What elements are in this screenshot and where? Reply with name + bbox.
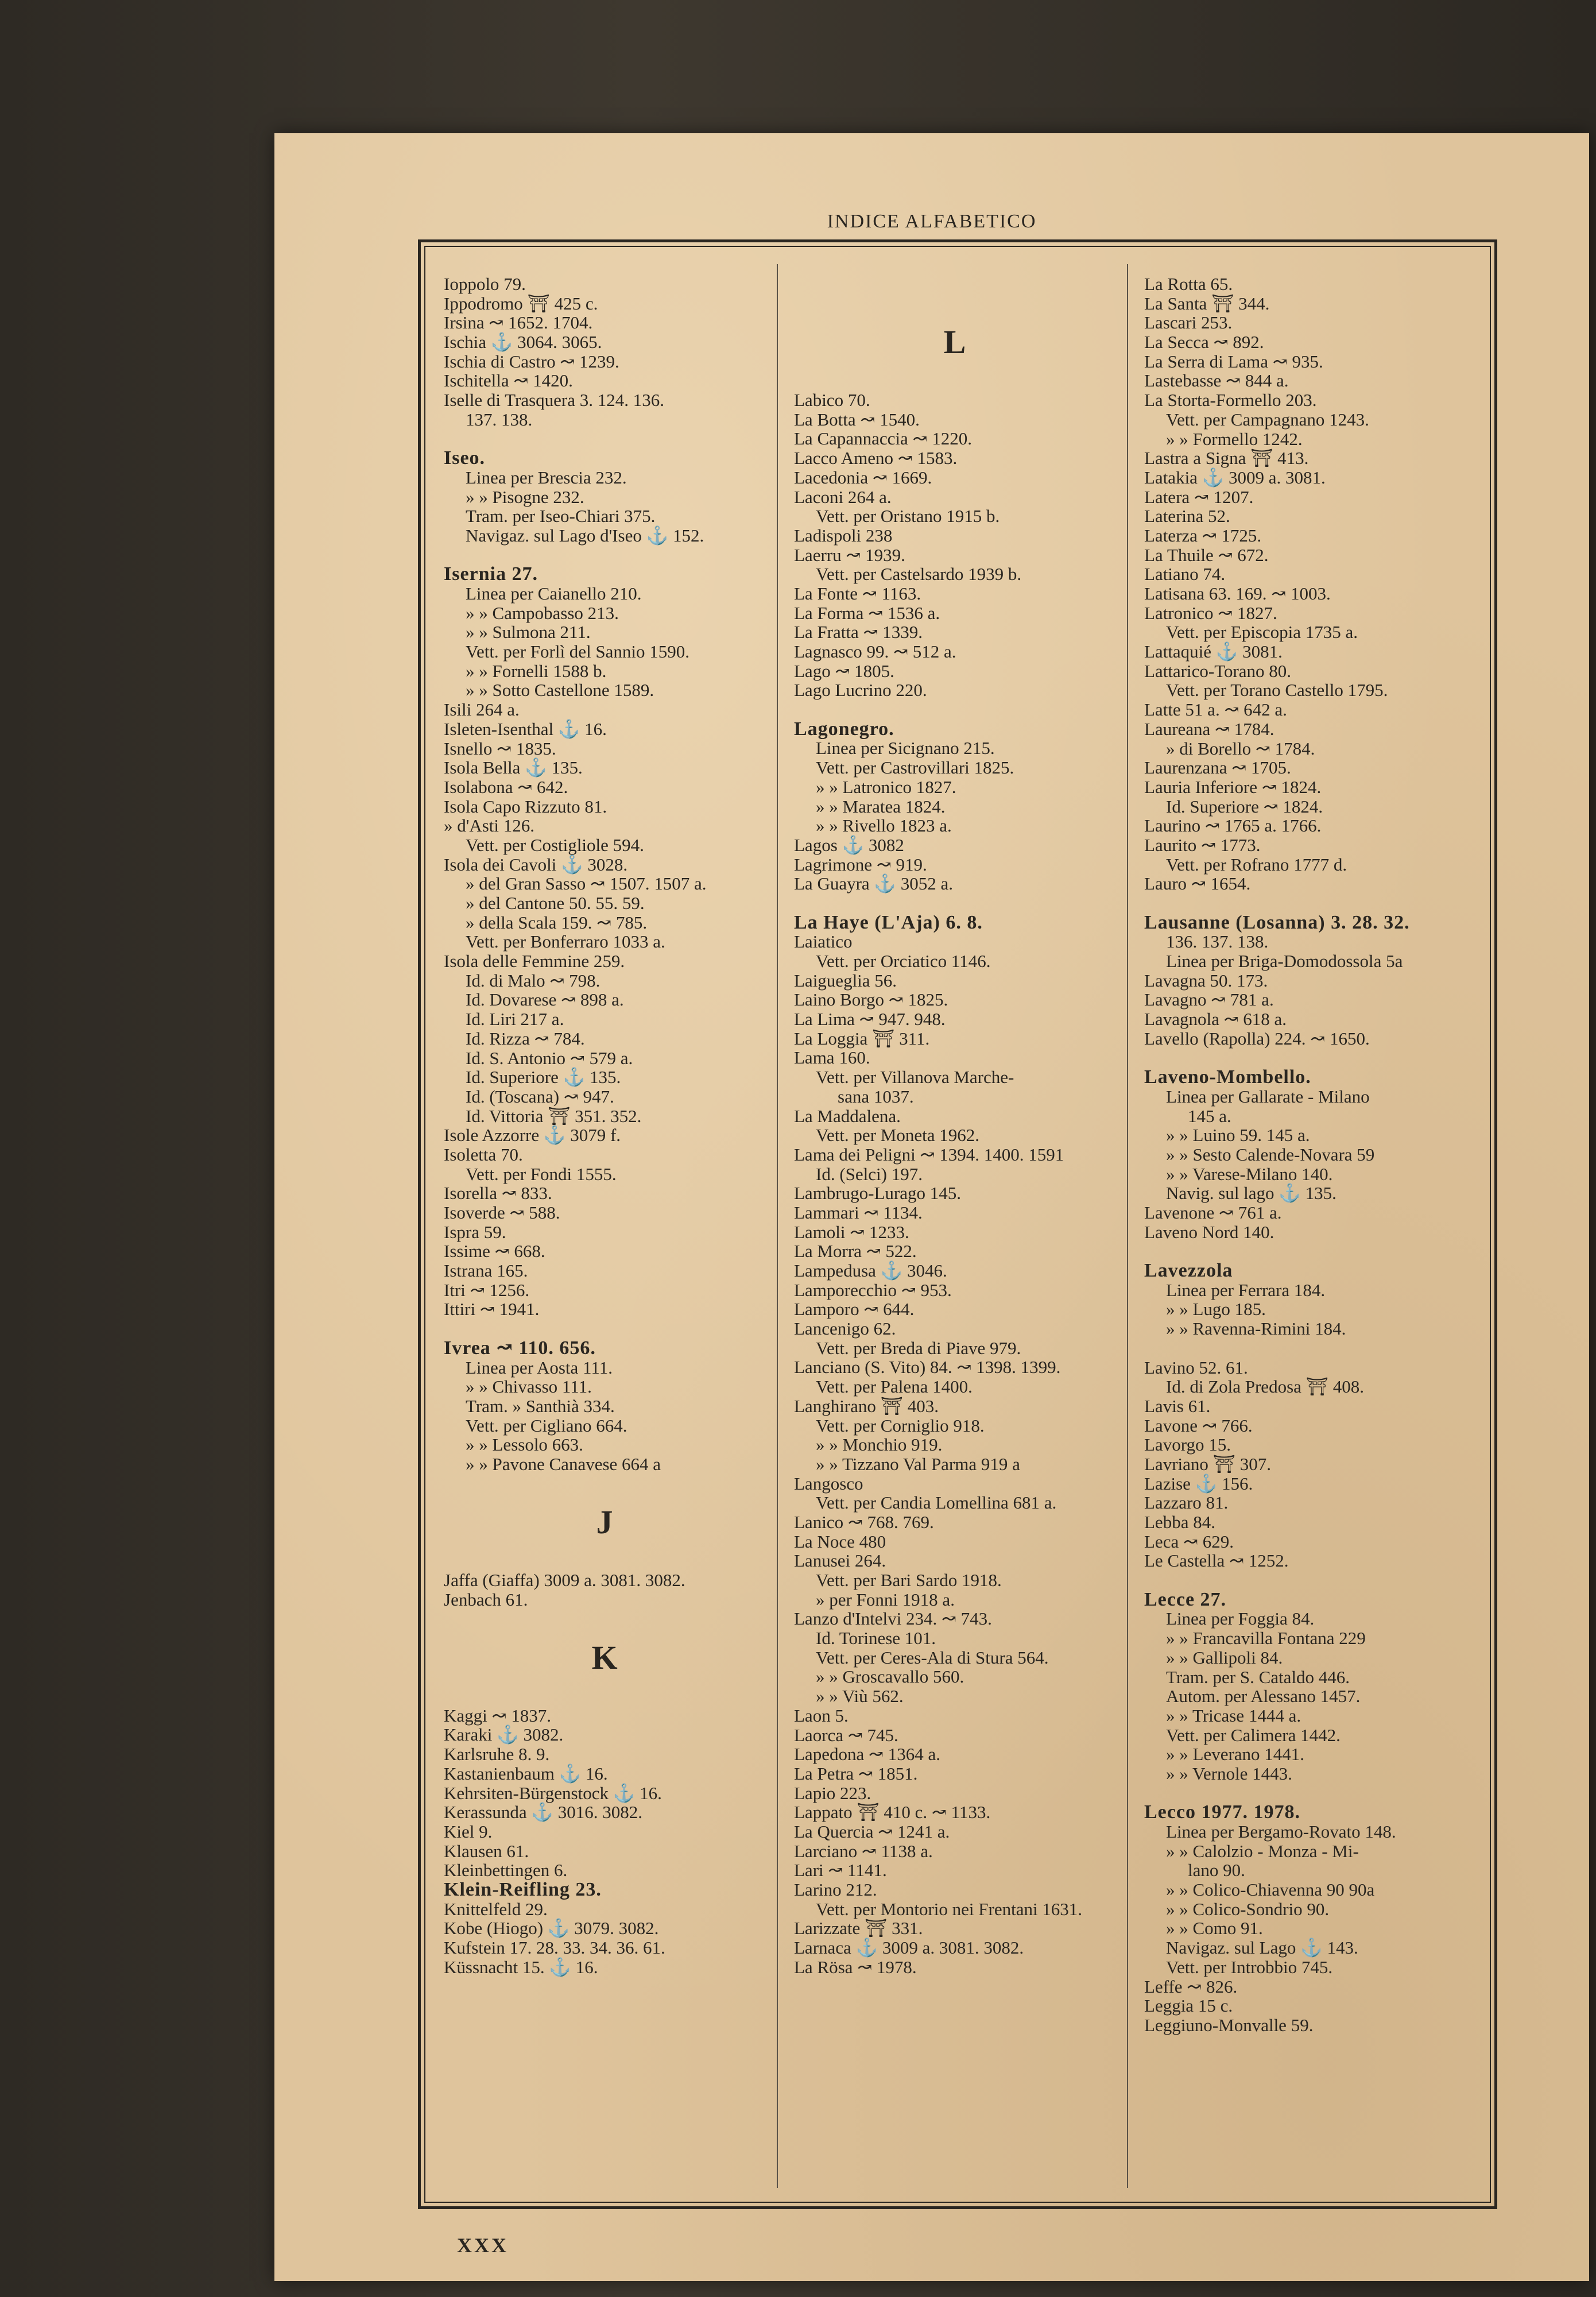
index-entry: Lago ↝ 1805. — [794, 660, 894, 681]
index-entry: Vett. per Candia Lomellina 681 a. — [816, 1492, 1057, 1513]
index-entry: Lama dei Peligni ↝ 1394. 1400. 1591 — [794, 1144, 1064, 1165]
index-entry: Langosco — [794, 1473, 863, 1494]
index-entry: » » Campobasso 213. — [466, 602, 619, 623]
index-entry: Lamporo ↝ 644. — [794, 1299, 915, 1320]
index-entry: Latera ↝ 1207. — [1144, 486, 1254, 507]
index-entry: Lancenigo 62. — [794, 1318, 896, 1339]
index-entry: Lavorgo 15. — [1144, 1434, 1231, 1455]
index-entry: » » Francavilla Fontana 229 — [1166, 1628, 1366, 1649]
index-entry: Vett. per Castelsardo 1939 b. — [816, 564, 1022, 585]
spacer — [794, 371, 1115, 390]
index-entry: » » Groscavallo 560. — [816, 1666, 964, 1687]
index-entry: La Botta ↝ 1540. — [794, 409, 920, 430]
index-entry: Laorca ↝ 745. — [794, 1724, 898, 1745]
index-entry: Id. Rizza ↝ 784. — [466, 1028, 585, 1049]
index-entry: Lacedonia ↝ 1669. — [794, 467, 932, 488]
page-sheet — [274, 133, 1589, 2281]
index-heading: Ivrea ↝ 110. 656. — [444, 1337, 596, 1359]
index-entry: Lazzaro 81. — [1144, 1492, 1229, 1513]
index-entry: Linea per Brescia 232. — [466, 467, 627, 488]
index-entry: Isole Azzorre ⚓ 3079 f. — [444, 1125, 621, 1146]
index-entry: Vett. per Episcopia 1735 a. — [1166, 622, 1358, 643]
index-entry: Lagos ⚓ 3082 — [794, 834, 904, 855]
index-entry: Laurino ↝ 1765 a. 1766. — [1144, 815, 1322, 836]
index-entry: Vett. per Bonferraro 1033 a. — [466, 931, 665, 952]
index-entry: Id. Vittoria ⛩ 351. 352. — [466, 1105, 642, 1126]
index-entry: » » Sulmona 211. — [466, 622, 591, 643]
index-entry: » » Sesto Calende-Novara 59 — [1166, 1144, 1375, 1165]
spacer — [1144, 1339, 1466, 1358]
index-entry: Lattaquié ⚓ 3081. — [1144, 641, 1283, 662]
index-entry: Vett. per Breda di Piave 979. — [816, 1337, 1021, 1358]
index-entry: Linea per Aosta 111. — [466, 1357, 613, 1378]
index-entry: Laconi 264 a. — [794, 486, 892, 507]
spacer — [1144, 1242, 1466, 1261]
index-entry: » » Chivasso 111. — [466, 1376, 592, 1397]
spacer — [444, 1687, 765, 1706]
index-entry: » » Pavone Canavese 664 a — [466, 1453, 661, 1474]
index-entry: » di Borello ↝ 1784. — [1166, 738, 1315, 759]
index-entry: Laino Borgo ↝ 1825. — [794, 989, 948, 1010]
index-entry: Linea per Foggia 84. — [1166, 1608, 1315, 1629]
index-entry: Leggiuno-Monvalle 59. — [1144, 2014, 1314, 2035]
index-entry: Larciano ↝ 1138 a. — [794, 1840, 933, 1861]
index-entry: » » Ravenna-Rimini 184. — [1166, 1318, 1346, 1339]
index-entry: Vett. per Introbbio 745. — [1166, 1956, 1333, 1977]
index-entry: La Serra di Lama ↝ 935. — [1144, 351, 1323, 372]
index-entry: Lapio 223. — [794, 1782, 871, 1803]
spacer — [794, 294, 1115, 314]
index-entry: Irsina ↝ 1652. 1704. — [444, 312, 593, 333]
index-entry: Lamporecchio ↝ 953. — [794, 1279, 952, 1300]
index-entry: Vett. per Ceres-Ala di Stura 564. — [816, 1647, 1049, 1668]
index-entry: Lauro ↝ 1654. — [1144, 873, 1251, 894]
spacer — [1144, 1049, 1466, 1068]
index-entry: » » Leverano 1441. — [1166, 1744, 1305, 1765]
index-entry: » » Formello 1242. — [1166, 428, 1303, 449]
index-entry: » » Sotto Castellone 1589. — [466, 680, 654, 701]
index-entry: Lebba 84. — [1144, 1512, 1215, 1532]
index-entry: Lavone ↝ 766. — [1144, 1415, 1253, 1436]
index-column-3 — [1144, 274, 1466, 2187]
index-entry: Leca ↝ 629. — [1144, 1531, 1234, 1552]
index-entry: Ischia di Castro ↝ 1239. — [444, 351, 619, 372]
section-letter: K — [591, 1639, 618, 1677]
index-heading: Lausanne (Losanna) 3. 28. 32. — [1144, 911, 1410, 933]
index-entry: Tram. » Santhià 334. — [466, 1395, 615, 1416]
index-entry: Linea per Briga-Domodossola 5a — [1166, 951, 1403, 972]
spacer — [444, 1319, 765, 1339]
index-entry: » » Rivello 1823 a. — [816, 815, 952, 836]
index-entry: Lanzo d'Intelvi 234. ↝ 743. — [794, 1608, 992, 1629]
spacer — [794, 274, 1115, 294]
index-entry: Lamoli ↝ 1233. — [794, 1221, 909, 1242]
index-entry: » » Gallipoli 84. — [1166, 1647, 1283, 1668]
index-entry: Lazise ⚓ 156. — [1144, 1473, 1253, 1494]
index-entry: » » Vernole 1443. — [1166, 1763, 1292, 1784]
index-entry: Le Castella ↝ 1252. — [1144, 1550, 1289, 1571]
index-entry: Lapedona ↝ 1364 a. — [794, 1744, 940, 1765]
index-entry: Id. Superiore ↝ 1824. — [1166, 796, 1323, 817]
index-entry: Vett. per Corniglio 918. — [816, 1415, 985, 1436]
index-entry: La Rotta 65. — [1144, 274, 1233, 294]
index-entry: Lavriano ⛩ 307. — [1144, 1453, 1271, 1474]
index-entry: » » Colico-Chiavenna 90 90a — [1166, 1880, 1375, 1900]
index-entry: La Fonte ↝ 1163. — [794, 583, 921, 604]
index-entry: Linea per Sicignano 215. — [816, 738, 995, 759]
index-entry: La Quercia ↝ 1241 a. — [794, 1821, 950, 1842]
index-entry: La Loggia ⛩ 311. — [794, 1028, 930, 1049]
spacer — [1144, 894, 1466, 913]
index-entry: La Santa ⛩ 344. — [1144, 293, 1270, 314]
spacer — [444, 1609, 765, 1629]
spacer — [1144, 1571, 1466, 1590]
index-entry: Ischitella ↝ 1420. — [444, 370, 573, 391]
index-entry: Vett. per Campagnano 1243. — [1166, 409, 1369, 430]
index-entry: Kehrsiten-Bürgenstock ⚓ 16. — [444, 1782, 662, 1803]
index-entry: Karaki ⚓ 3082. — [444, 1724, 564, 1745]
index-entry: Linea per Gallarate - Milano — [1166, 1086, 1370, 1107]
index-entry: » » Luino 59. 145 a. — [1166, 1125, 1310, 1146]
index-entry: Klausen 61. — [444, 1840, 529, 1861]
index-entry: Laurito ↝ 1773. — [1144, 834, 1261, 855]
index-entry: Latronico ↝ 1827. — [1144, 602, 1277, 623]
index-entry: Ladispoli 238 — [794, 525, 893, 546]
index-entry: Lari ↝ 1141. — [794, 1860, 887, 1881]
index-entry: Kaggi ↝ 1837. — [444, 1705, 551, 1726]
index-column-2 — [794, 274, 1115, 2187]
index-entry: Kufstein 17. 28. 33. 34. 36. 61. — [444, 1938, 665, 1958]
index-entry: Vett. per Moneta 1962. — [816, 1125, 979, 1146]
index-entry: Isoletta 70. — [444, 1144, 523, 1165]
index-entry: » » Colico-Sondrio 90. — [1166, 1898, 1330, 1919]
index-heading: Iseo. — [444, 447, 486, 469]
index-entry: Laon 5. — [794, 1705, 849, 1726]
index-entry: Kleinbettingen 6. — [444, 1860, 568, 1881]
index-entry: Latisana 63. 169. ↝ 1003. — [1144, 583, 1331, 604]
index-entry: Larizzate ⛩ 331. — [794, 1918, 923, 1939]
index-entry: La Maddalena. — [794, 1105, 901, 1126]
index-entry: Linea per Ferrara 184. — [1166, 1279, 1326, 1300]
index-entry: Isleten-Isenthal ⚓ 16. — [444, 718, 607, 739]
index-entry: Vett. per Bari Sardo 1918. — [816, 1570, 1002, 1590]
index-entry: Vett. per Forlì del Sannio 1590. — [466, 641, 690, 662]
index-heading: Lagonegro. — [794, 718, 894, 740]
index-entry: Vett. per Oristano 1915 b. — [816, 506, 1000, 527]
index-entry: Laterza ↝ 1725. — [1144, 525, 1262, 546]
index-entry: Isola Capo Rizzuto 81. — [444, 796, 607, 817]
index-entry: Lavino 52. 61. — [1144, 1357, 1248, 1378]
index-entry: Vett. per Torano Castello 1795. — [1166, 680, 1388, 701]
index-heading: Lavezzola — [1144, 1260, 1233, 1282]
index-heading: La Haye (L'Aja) 6. 8. — [794, 911, 983, 933]
index-entry: Laerru ↝ 1939. — [794, 544, 905, 565]
index-entry: Vett. per Cigliano 664. — [466, 1415, 627, 1436]
index-entry: Navigaz. sul Lago ⚓ 143. — [1166, 1938, 1358, 1958]
index-entry: La Morra ↝ 522. — [794, 1241, 917, 1262]
index-entry: Ischia ⚓ 3064. 3065. — [444, 332, 602, 353]
index-entry: Id. Dovarese ↝ 898 a. — [466, 989, 624, 1010]
page-number: XXX — [457, 2234, 509, 2257]
index-entry: » per Fonni 1918 a. — [816, 1589, 955, 1610]
index-entry: » » Lugo 185. — [1166, 1299, 1266, 1320]
index-entry: Knittelfeld 29. — [444, 1898, 548, 1919]
index-entry: Lavagnola ↝ 618 a. — [1144, 1009, 1287, 1030]
index-entry: La Lima ↝ 947. 948. — [794, 1009, 946, 1030]
index-entry: Laiatico — [794, 931, 853, 952]
index-entry: Istrana 165. — [444, 1260, 528, 1281]
index-entry: Leggia 15 c. — [1144, 1996, 1233, 2016]
spacer — [444, 430, 765, 449]
index-frame-inner — [424, 246, 1491, 2203]
index-entry: » » Pisogne 232. — [466, 486, 584, 507]
index-entry: La Petra ↝ 1851. — [794, 1763, 918, 1784]
index-entry: Ittiri ↝ 1941. — [444, 1299, 540, 1320]
index-entry: Langhirano ⛩ 403. — [794, 1395, 939, 1416]
index-entry: Lanciano (S. Vito) 84. ↝ 1398. 1399. — [794, 1357, 1061, 1378]
page-header: INDICE ALFABETICO — [827, 211, 1037, 232]
index-entry: Vett. per Villanova Marche- — [816, 1067, 1014, 1088]
index-entry: Laureana ↝ 1784. — [1144, 718, 1275, 739]
index-frame — [418, 239, 1497, 2209]
index-entry: Latakia ⚓ 3009 a. 3081. — [1144, 467, 1326, 488]
index-entry: » » Latronico 1827. — [816, 776, 956, 797]
index-entry: » » Varese-Milano 140. — [1166, 1163, 1333, 1184]
index-entry: Isili 264 a. — [444, 699, 520, 720]
index-entry: Vett. per Palena 1400. — [816, 1376, 973, 1397]
index-entry: » d'Asti 126. — [444, 815, 535, 836]
index-entry: » » Lessolo 663. — [466, 1434, 583, 1455]
index-entry: Id. Torinese 101. — [816, 1628, 936, 1649]
index-entry: 137. 138. — [466, 409, 533, 430]
index-entry: Lascari 253. — [1144, 312, 1233, 333]
index-entry: La Storta-Formello 203. — [1144, 390, 1317, 411]
index-entry: Ippodromo ⛩ 425 c. — [444, 293, 598, 314]
index-entry: Isnello ↝ 1835. — [444, 738, 556, 759]
index-entry: sana 1037. — [838, 1086, 914, 1107]
index-entry: Isola delle Femmine 259. — [444, 951, 625, 972]
index-heading: Isernia 27. — [444, 563, 538, 585]
index-entry: La Secca ↝ 892. — [1144, 332, 1264, 353]
column-divider — [777, 264, 778, 2188]
index-entry: Laterina 52. — [1144, 506, 1230, 527]
index-entry: Lavis 61. — [1144, 1395, 1211, 1416]
index-entry: Vett. per Orciatico 1146. — [816, 951, 991, 971]
index-entry: Lavagna 50. 173. — [1144, 970, 1268, 991]
index-entry: Kerassunda ⚓ 3016. 3082. — [444, 1802, 642, 1823]
index-entry: Id. S. Antonio ↝ 579 a. — [466, 1047, 633, 1068]
index-entry: Itri ↝ 1256. — [444, 1279, 530, 1300]
index-entry: Vett. per Rofrano 1777 d. — [1166, 854, 1347, 875]
index-entry: Lago Lucrino 220. — [794, 680, 927, 701]
spacer — [1144, 1784, 1466, 1803]
index-entry: Laigueglia 56. — [794, 970, 897, 991]
index-entry: Latte 51 a. ↝ 642 a. — [1144, 699, 1287, 720]
index-entry: Isolabona ↝ 642. — [444, 776, 568, 797]
index-entry: Id. (Toscana) ↝ 947. — [466, 1086, 614, 1107]
index-entry: Isorella ↝ 833. — [444, 1183, 552, 1204]
index-entry: Jaffa (Giaffa) 3009 a. 3081. 3082. — [444, 1570, 685, 1590]
index-entry: Vett. per Castrovillari 1825. — [816, 757, 1014, 778]
index-entry: La Rösa ↝ 1978. — [794, 1956, 917, 1977]
index-entry: Lagnasco 99. ↝ 512 a. — [794, 641, 956, 662]
spacer — [794, 700, 1115, 720]
index-entry: Larino 212. — [794, 1880, 877, 1900]
index-entry: lano 90. — [1188, 1860, 1245, 1881]
column-divider — [1127, 264, 1128, 2188]
index-entry: Lastra a Signa ⛩ 413. — [1144, 448, 1309, 469]
index-entry: La Forma ↝ 1536 a. — [794, 602, 940, 623]
index-column-1 — [444, 274, 765, 2187]
index-entry: Vett. per Fondi 1555. — [466, 1163, 617, 1184]
index-entry: » » Tizzano Val Parma 919 a — [816, 1453, 1020, 1474]
index-entry: » » Como 91. — [1166, 1918, 1263, 1939]
section-letter: L — [943, 323, 966, 361]
index-entry: Lavagno ↝ 781 a. — [1144, 989, 1274, 1010]
index-entry: Id. Superiore ⚓ 135. — [466, 1067, 621, 1088]
index-entry: 145 a. — [1188, 1105, 1231, 1126]
index-entry: Lattarico-Torano 80. — [1144, 660, 1292, 681]
index-entry: Latiano 74. — [1144, 564, 1226, 585]
index-entry: Küssnacht 15. ⚓ 16. — [444, 1956, 598, 1977]
index-entry: Laurenzana ↝ 1705. — [1144, 757, 1291, 778]
section-letter: J — [596, 1503, 613, 1541]
index-entry: 136. 137. 138. — [1166, 931, 1269, 952]
index-entry: Navigaz. sul Lago d'Iseo ⚓ 152. — [466, 525, 704, 546]
index-entry: Lanico ↝ 768. 769. — [794, 1511, 934, 1532]
index-entry: » » Tricase 1444 a. — [1166, 1705, 1301, 1726]
index-entry: Tram. per S. Cataldo 446. — [1166, 1666, 1350, 1687]
index-entry: Lambrugo-Lurago 145. — [794, 1183, 961, 1204]
index-entry: Issime ↝ 668. — [444, 1241, 545, 1262]
index-entry: Vett. per Costigliole 594. — [466, 834, 644, 855]
index-entry: Lampedusa ⚓ 3046. — [794, 1260, 947, 1281]
index-entry: » » Maratea 1824. — [816, 796, 946, 817]
index-entry: La Guayra ⚓ 3052 a. — [794, 873, 954, 894]
index-entry: Kastanienbaum ⚓ 16. — [444, 1763, 608, 1784]
index-entry: Kobe (Hiogo) ⚓ 3079. 3082. — [444, 1918, 659, 1939]
index-entry: Id. (Selci) 197. — [816, 1163, 923, 1184]
index-entry: La Fratta ↝ 1339. — [794, 622, 923, 643]
index-entry: Lappato ⛩ 410 c. ↝ 1133. — [794, 1802, 991, 1823]
index-entry: Labico 70. — [794, 390, 870, 411]
index-entry: Id. di Zola Predosa ⛩ 408. — [1166, 1376, 1364, 1397]
index-entry: Lagrimone ↝ 919. — [794, 854, 927, 875]
index-heading: Laveno-Mombello. — [1144, 1066, 1311, 1088]
index-entry: Karlsruhe 8. 9. — [444, 1744, 550, 1765]
index-entry: » del Cantone 50. 55. 59. — [466, 893, 645, 913]
index-entry: Id. di Malo ↝ 798. — [466, 970, 601, 991]
index-entry: Linea per Bergamo-Rovato 148. — [1166, 1822, 1396, 1842]
index-entry: Isola dei Cavoli ⚓ 3028. — [444, 854, 628, 875]
index-heading: Lecce 27. — [1144, 1588, 1227, 1610]
index-entry: Isola Bella ⚓ 135. — [444, 757, 583, 778]
index-entry: » » Monchio 919. — [816, 1434, 943, 1455]
index-entry: Lavello (Rapolla) 224. ↝ 1650. — [1144, 1028, 1370, 1049]
index-entry: Vett. per Montorio nei Frentani 1631. — [816, 1898, 1083, 1919]
index-entry: Lanusei 264. — [794, 1550, 886, 1571]
index-heading: Klein-Reifling 23. — [444, 1878, 602, 1900]
index-entry: Jenbach 61. — [444, 1589, 528, 1610]
index-entry: Ispra 59. — [444, 1221, 506, 1242]
index-entry: La Noce 480 — [794, 1531, 886, 1552]
index-entry: Kiel 9. — [444, 1821, 493, 1842]
index-entry: Linea per Caianello 210. — [466, 583, 642, 604]
index-entry: Id. Liri 217 a. — [466, 1009, 564, 1030]
index-entry: Lacco Ameno ↝ 1583. — [794, 448, 958, 469]
index-entry: Lastebasse ↝ 844 a. — [1144, 370, 1289, 391]
index-entry: Iselle di Trasquera 3. 124. 136. — [444, 390, 665, 411]
index-entry: Lammari ↝ 1134. — [794, 1202, 923, 1223]
index-entry: Ioppolo 79. — [444, 274, 526, 294]
index-heading: Lecco 1977. 1978. — [1144, 1801, 1300, 1823]
spacer — [444, 546, 765, 565]
index-entry: Lauria Inferiore ↝ 1824. — [1144, 776, 1322, 797]
index-entry: » » Fornelli 1588 b. — [466, 660, 607, 681]
index-entry: La Capannaccia ↝ 1220. — [794, 428, 973, 449]
index-entry: Lavenone ↝ 761 a. — [1144, 1202, 1282, 1223]
spacer — [444, 1551, 765, 1571]
index-entry: Isoverde ↝ 588. — [444, 1202, 560, 1223]
index-entry: Lama 160. — [794, 1047, 870, 1068]
index-entry: Tram. per Iseo-Chiari 375. — [466, 506, 656, 527]
spacer — [794, 894, 1115, 913]
index-entry: Autom. per Alessano 1457. — [1166, 1686, 1361, 1707]
index-entry: Navig. sul lago ⚓ 135. — [1166, 1183, 1337, 1204]
index-entry: La Thuile ↝ 672. — [1144, 544, 1269, 565]
index-entry: » della Scala 159. ↝ 785. — [466, 912, 648, 933]
index-entry: Larnaca ⚓ 3009 a. 3081. 3082. — [794, 1938, 1024, 1958]
index-entry: Vett. per Calimera 1442. — [1166, 1724, 1341, 1745]
index-entry: » » Calolzio - Monza - Mi- — [1166, 1840, 1359, 1861]
index-entry: Leffe ↝ 826. — [1144, 1976, 1238, 1997]
index-entry: » del Gran Sasso ↝ 1507. 1507 a. — [466, 873, 707, 894]
spacer — [444, 1474, 765, 1494]
index-entry: Laveno Nord 140. — [1144, 1221, 1275, 1242]
index-entry: » » Viù 562. — [816, 1686, 904, 1707]
